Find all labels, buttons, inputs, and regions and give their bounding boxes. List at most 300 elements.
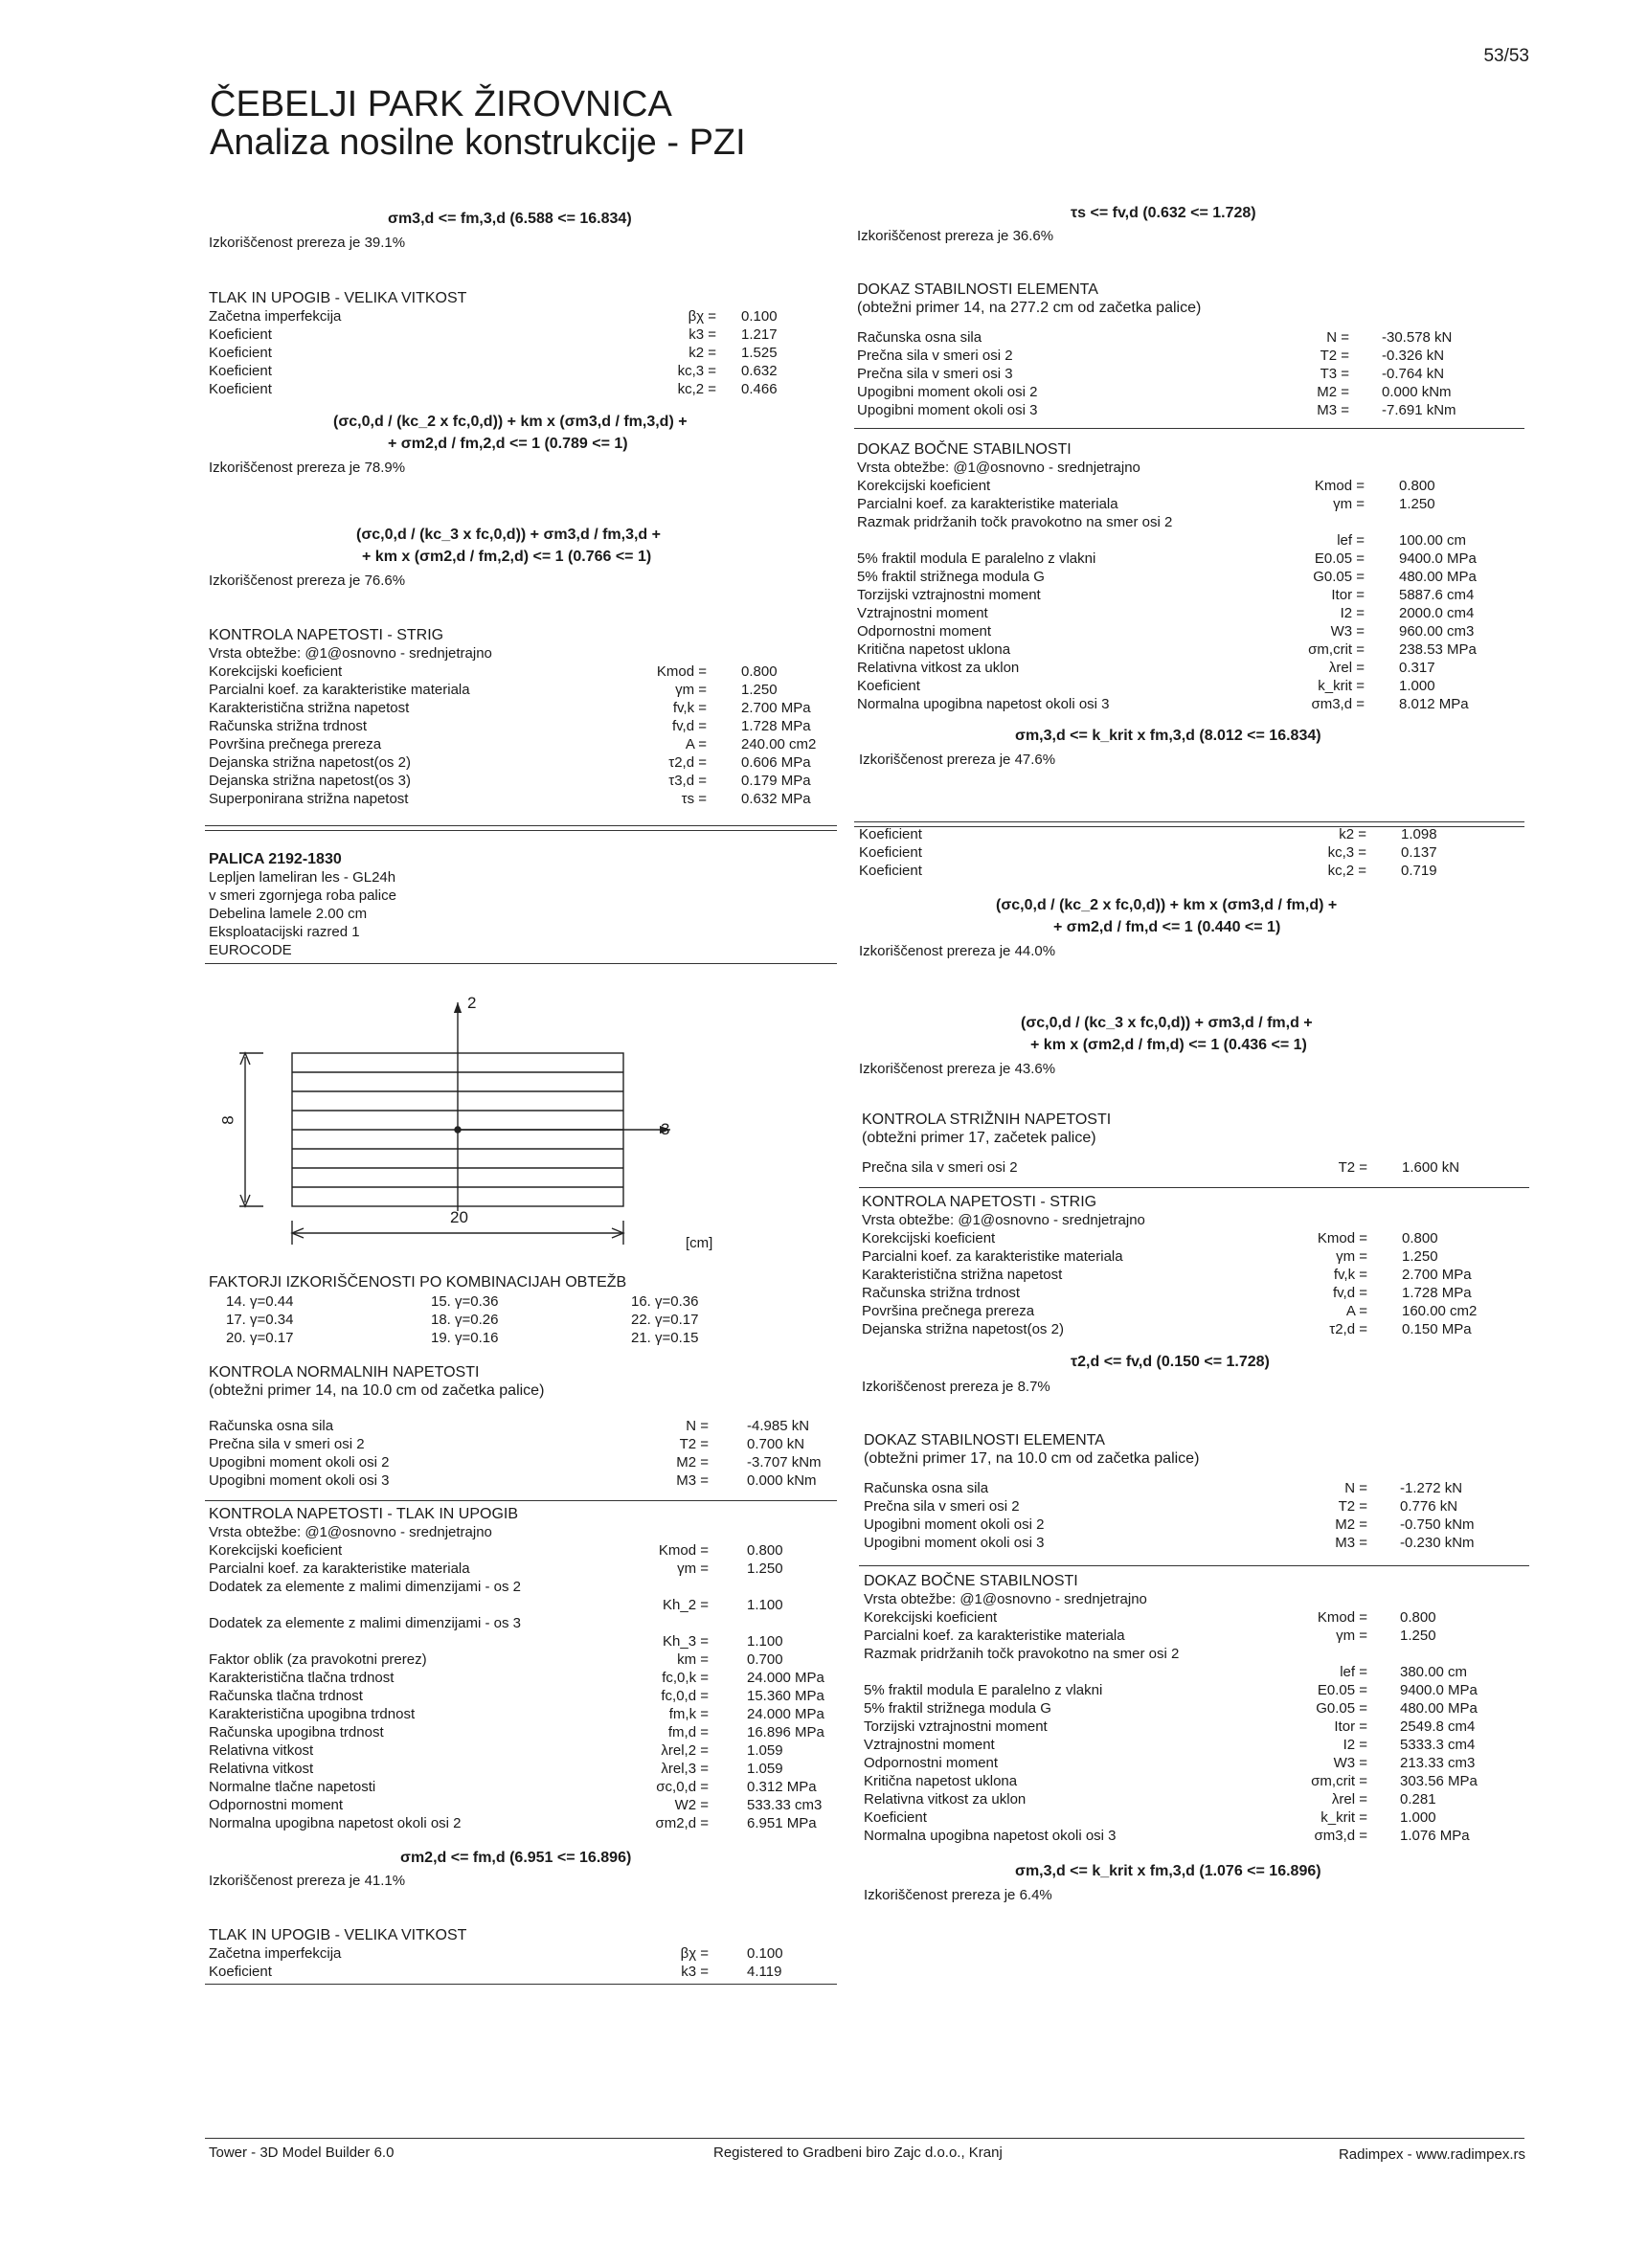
row-symbol: Itor = [1334, 1718, 1367, 1735]
row-label: Parcialni koef. za karakteristike materiala [862, 1248, 1123, 1265]
fakt-item: 14. γ=0.44 [226, 1293, 294, 1310]
divider [205, 1500, 837, 1501]
data-row [209, 735, 841, 753]
row-value: 16.896 MPa [747, 1724, 824, 1740]
row-label: Razmak pridržanih točk pravokotno na smer osi 2 [857, 514, 1173, 530]
row-label: Vrsta obtežbe: @1@osnovno - srednjetrajno [209, 1524, 492, 1540]
row-label: Korekcijski koeficient [209, 1542, 343, 1559]
unit-label: [cm] [686, 1235, 713, 1251]
row-symbol: G0.05 = [1316, 1700, 1367, 1717]
row-value: 238.53 MPa [1399, 641, 1477, 658]
row-value: -3.707 kNm [747, 1454, 822, 1471]
tlak2-rows [209, 1944, 860, 1981]
row-symbol: βχ = [680, 1945, 709, 1962]
row-label: Relativna vitkost [209, 1761, 314, 1777]
data-row [859, 843, 1529, 862]
row-label: Računska osna sila [209, 1418, 334, 1434]
row-symbol: σc,0,d = [656, 1779, 709, 1795]
row-symbol: M3 = [1335, 1535, 1367, 1551]
row-value: -0.750 kNm [1400, 1516, 1475, 1533]
strig-section-left [209, 626, 841, 808]
row-label: Relativna vitkost za uklon [857, 660, 1020, 676]
row-symbol: k2 = [1339, 826, 1366, 842]
dokaz2-rows [864, 1479, 1534, 1552]
row-symbol: W3 = [1333, 1755, 1367, 1771]
data-row [857, 459, 1527, 477]
divider [859, 1565, 1529, 1566]
utilization-text: Izkoriščenost prereza je 39.1% [209, 235, 406, 251]
data-row [857, 401, 1527, 419]
row-value: 1.600 kN [1402, 1159, 1460, 1176]
row-symbol: A = [685, 736, 707, 752]
data-row [857, 659, 1527, 677]
data-row [864, 1772, 1534, 1790]
tlak-upogib-section [209, 1505, 860, 1832]
row-label: Koeficient [864, 1809, 927, 1826]
tlak-rows [209, 307, 802, 398]
row-value: 9400.0 MPa [1400, 1682, 1478, 1698]
row-value: 24.000 MPa [747, 1670, 824, 1686]
dimension-width: 20 [450, 1208, 468, 1226]
row-symbol: fv,k = [672, 700, 707, 716]
row-label: Karakteristična strižna napetost [209, 700, 410, 716]
data-row [864, 1479, 1534, 1497]
row-value: 303.56 MPa [1400, 1773, 1478, 1789]
koef-rows [859, 825, 1529, 880]
row-value: 100.00 cm [1399, 532, 1467, 549]
row-value: 0.281 [1400, 1791, 1436, 1808]
data-row [857, 531, 1527, 550]
data-row [209, 1417, 860, 1435]
data-row [857, 550, 1527, 568]
data-row [209, 681, 841, 699]
row-value: 0.000 kNm [1382, 384, 1452, 400]
row-label: Koeficient [859, 826, 922, 842]
row-label: Površina prečnega prereza [862, 1303, 1035, 1319]
row-symbol: E0.05 = [1317, 1682, 1367, 1698]
data-row [209, 1741, 860, 1760]
row-symbol: G0.05 = [1313, 569, 1365, 585]
data-row [209, 1705, 860, 1723]
row-label: Računska upogibna trdnost [209, 1724, 384, 1740]
row-value: 0.606 MPa [741, 754, 811, 771]
data-row [857, 347, 1527, 365]
row-value: 5333.3 cm4 [1400, 1737, 1476, 1753]
fakt-item: 19. γ=0.16 [431, 1330, 499, 1346]
data-row [209, 1778, 860, 1796]
row-value: 0.317 [1399, 660, 1435, 676]
row-label: Normalna upogibna napetost okoli osi 3 [857, 696, 1110, 712]
formula-interaction-r4b: + km x (σm2,d / fm,d) <= 1 (0.436 <= 1) [1030, 1037, 1307, 1053]
data-row [857, 695, 1527, 713]
row-label: Upogibni moment okoli osi 3 [209, 1472, 390, 1489]
section-heading: TLAK IN UPOGIB - VELIKA VITKOST [209, 1927, 467, 1943]
row-symbol: fv,d = [672, 718, 707, 734]
row-value: 1.250 [1399, 496, 1435, 512]
row-value: 1.000 [1399, 678, 1435, 694]
data-row [864, 1808, 1534, 1827]
row-value: 2549.8 cm4 [1400, 1718, 1476, 1735]
data-row [209, 772, 841, 790]
data-row [857, 622, 1527, 640]
section-heading: DOKAZ STABILNOSTI ELEMENTA [857, 281, 1098, 298]
norm-rows [209, 1417, 860, 1490]
bocne2-rows [864, 1590, 1534, 1845]
section-subheading: (obtežni primer 17, začetek palice) [862, 1130, 1096, 1146]
row-symbol: σm,crit = [1311, 1773, 1367, 1789]
data-row [209, 1614, 860, 1632]
row-value: 2000.0 cm4 [1399, 605, 1475, 621]
formula-interaction-r4a: (σc,0,d / (kc_3 x fc,0,d)) + σm3,d / fm,d + [1021, 1015, 1313, 1031]
bocne-rows [857, 459, 1527, 713]
row-symbol: λrel = [1331, 1791, 1367, 1808]
data-row [209, 1435, 860, 1453]
fakt-grid [226, 1292, 724, 1350]
tlak-velika-vitkost-section [209, 289, 802, 398]
row-symbol: σm2,d = [655, 1815, 709, 1831]
strig-section-right [862, 1193, 1532, 1338]
row-label: Upogibni moment okoli osi 2 [857, 384, 1038, 400]
row-label: Korekcijski koeficient [862, 1230, 996, 1246]
data-row [857, 604, 1527, 622]
row-symbol: W3 = [1330, 623, 1365, 640]
palica-title: PALICA 2192-1830 [209, 851, 342, 867]
data-row [857, 328, 1527, 347]
row-value: 1.250 [1402, 1248, 1438, 1265]
section-heading: DOKAZ BOČNE STABILNOSTI [857, 441, 1072, 458]
row-symbol: Kmod = [658, 1542, 709, 1559]
formula-interaction-2a: (σc,0,d / (kc_2 x fc,0,d)) + km x (σm3,d / fm,3,d) + [333, 414, 688, 430]
row-symbol: k_krit = [1318, 678, 1365, 694]
bocne-stabilnosti-section-2 [864, 1572, 1534, 1845]
row-symbol: Kmod = [1317, 1230, 1367, 1246]
row-label: Upogibni moment okoli osi 3 [857, 402, 1038, 418]
row-label: Karakteristična strižna napetost [862, 1267, 1063, 1283]
dokaz-stabilnosti-section-2 [864, 1431, 1534, 1552]
row-symbol: km = [677, 1651, 709, 1668]
row-value: 1.000 [1400, 1809, 1436, 1826]
footer-vendor: Radimpex - www.radimpex.rs [1338, 2146, 1525, 2163]
row-symbol: βχ = [688, 308, 716, 325]
data-row [864, 1627, 1534, 1645]
row-label: Začetna imperfekcija [209, 1945, 342, 1962]
data-row [862, 1211, 1532, 1229]
footer-software: Tower - 3D Model Builder 6.0 [209, 2144, 395, 2161]
row-label: Koeficient [857, 678, 920, 694]
row-symbol: σm,crit = [1308, 641, 1365, 658]
data-row [859, 862, 1529, 880]
row-label: Prečna sila v smeri osi 3 [857, 366, 1013, 382]
data-row [209, 1814, 860, 1832]
row-label: Koeficient [209, 1964, 272, 1980]
row-value: 0.466 [741, 381, 778, 397]
data-row [209, 1632, 860, 1650]
data-row [864, 1736, 1534, 1754]
fakt-item: 20. γ=0.17 [226, 1330, 294, 1346]
row-value: 1.728 MPa [1402, 1285, 1472, 1301]
row-value: 0.800 [1402, 1230, 1438, 1246]
row-symbol: A = [1345, 1303, 1367, 1319]
row-label: Razmak pridržanih točk pravokotno na smer osi 2 [864, 1646, 1180, 1662]
row-symbol: M2 = [1335, 1516, 1367, 1533]
info-line: Debelina lamele 2.00 cm [209, 906, 368, 922]
row-label: Dodatek za elemente z malimi dimenzijami - os 2 [209, 1579, 521, 1595]
data-row [864, 1534, 1534, 1552]
row-label: Odpornostni moment [209, 1797, 344, 1813]
data-row [209, 362, 802, 380]
data-row [859, 825, 1529, 843]
row-label: Računska osna sila [864, 1480, 989, 1496]
data-row [857, 495, 1527, 513]
row-symbol: kc,2 = [1327, 863, 1366, 879]
formula-bending-check: σm3,d <= fm,3,d (6.588 <= 16.834) [388, 211, 632, 227]
divider [854, 428, 1524, 429]
utilization-text: Izkoriščenost prereza je 36.6% [857, 228, 1054, 244]
data-row [857, 586, 1527, 604]
row-value: 1.250 [741, 682, 778, 698]
section-subheading: (obtežni primer 14, na 10.0 cm od začetka palice) [209, 1382, 545, 1399]
data-row [862, 1320, 1532, 1338]
row-value: 160.00 cm2 [1402, 1303, 1478, 1319]
row-symbol: fm,k = [668, 1706, 709, 1722]
row-symbol: Kh_2 = [663, 1597, 709, 1613]
data-row [209, 1560, 860, 1578]
dimension-height: 8 [218, 1115, 237, 1125]
formula-interaction-3b: + km x (σm2,d / fm,2,d) <= 1 (0.766 <= 1) [362, 549, 652, 565]
row-label: Računska tlačna trdnost [209, 1688, 363, 1704]
row-value: 533.33 cm3 [747, 1797, 823, 1813]
data-row [864, 1754, 1534, 1772]
row-symbol: σm3,d = [1311, 696, 1365, 712]
row-label: Relativna vitkost [209, 1742, 314, 1759]
row-label: Koeficient [209, 326, 272, 343]
fakt-item: 21. γ=0.15 [631, 1330, 699, 1346]
row-label: Torzijski vztrajnostni moment [864, 1718, 1048, 1735]
tu-rows [209, 1523, 860, 1832]
row-value: -0.764 kN [1382, 366, 1445, 382]
data-row [209, 1687, 860, 1705]
footer-registration: Registered to Gradbeni biro Zajc d.o.o., Kranj [713, 2144, 1003, 2161]
data-row [209, 662, 841, 681]
row-value: 0.700 [747, 1651, 783, 1668]
row-value: 1.059 [747, 1742, 783, 1759]
row-label: Koeficient [209, 381, 272, 397]
data-row [857, 365, 1527, 383]
palica-info [209, 850, 592, 959]
formula-interaction-2b: + σm2,d / fm,2,d <= 1 (0.789 <= 1) [388, 436, 628, 452]
data-row [857, 383, 1527, 401]
utilization-text: Izkoriščenost prereza je 76.6% [209, 573, 406, 589]
row-value: 5887.6 cm4 [1399, 587, 1475, 603]
row-label: Koeficient [209, 363, 272, 379]
row-symbol: Kh_3 = [663, 1633, 709, 1650]
data-row [209, 1578, 860, 1596]
row-label: Normalne tlačne napetosti [209, 1779, 376, 1795]
data-row [209, 1944, 860, 1963]
row-label: Parcialni koef. za karakteristike materiala [209, 682, 470, 698]
row-value: 6.951 MPa [747, 1815, 817, 1831]
row-symbol: τs = [681, 791, 707, 807]
row-label: Kritična napetost uklona [857, 641, 1011, 658]
row-value: 1.098 [1401, 826, 1437, 842]
row-value: 1.100 [747, 1597, 783, 1613]
row-label: Vrsta obtežbe: @1@osnovno - srednjetrajno [864, 1591, 1147, 1607]
row-value: 15.360 MPa [747, 1688, 824, 1704]
row-symbol: W2 = [674, 1797, 709, 1813]
row-label: Računska osna sila [857, 329, 982, 346]
data-row [209, 1963, 860, 1981]
row-label: Upogibni moment okoli osi 3 [864, 1535, 1045, 1551]
data-row [209, 1669, 860, 1687]
row-label: Relativna vitkost za uklon [864, 1791, 1027, 1808]
row-symbol: kc,3 = [1327, 844, 1366, 861]
row-value: 0.632 MPa [741, 791, 811, 807]
fakt-item: 17. γ=0.34 [226, 1312, 294, 1328]
utilization-text: Izkoriščenost prereza je 78.9% [209, 460, 406, 476]
utilization-text: Izkoriščenost prereza je 43.6% [859, 1061, 1056, 1077]
row-symbol: γm = [1333, 496, 1365, 512]
row-symbol: I2 = [1343, 1737, 1367, 1753]
data-row [209, 1796, 860, 1814]
tlak-velika-vitkost-section-2 [209, 1926, 860, 1981]
row-symbol: M3 = [1317, 402, 1349, 418]
data-row [209, 1471, 860, 1490]
row-label: Vrsta obtežbe: @1@osnovno - srednjetrajno [862, 1212, 1145, 1228]
row-symbol: T2 = [679, 1436, 709, 1452]
row-value: 0.100 [747, 1945, 783, 1962]
row-value: 0.800 [1399, 478, 1435, 494]
row-symbol: T2 = [1320, 348, 1349, 364]
row-label: Koeficient [209, 345, 272, 361]
strig-rows-right [862, 1211, 1532, 1338]
data-row [209, 344, 802, 362]
section-heading: KONTROLA STRIŽNIH NAPETOSTI [862, 1112, 1112, 1128]
row-label: Korekcijski koeficient [209, 663, 343, 680]
row-symbol: k3 = [688, 326, 716, 343]
row-label: Kritična napetost uklona [864, 1773, 1018, 1789]
data-row [857, 513, 1527, 531]
row-label: 5% fraktil modula E paralelno z vlakni [857, 550, 1096, 567]
formula-interaction-r3b: + σm2,d / fm,d <= 1 (0.440 <= 1) [1053, 919, 1281, 935]
row-label: 5% fraktil strižnega modula G [857, 569, 1045, 585]
row-value: -0.326 kN [1382, 348, 1445, 364]
row-symbol: γm = [675, 682, 707, 698]
row-symbol: γm = [1336, 1248, 1367, 1265]
row-value: 1.728 MPa [741, 718, 811, 734]
row-label: Karakteristična tlačna trdnost [209, 1670, 395, 1686]
divider [205, 825, 837, 826]
row-label: Karakteristična upogibna trdnost [209, 1706, 416, 1722]
row-value: 480.00 MPa [1400, 1700, 1478, 1717]
row-symbol: lef = [1337, 532, 1365, 549]
divider [205, 963, 837, 964]
data-row [864, 1827, 1534, 1845]
row-symbol: γm = [1336, 1628, 1367, 1644]
section-subheading: (obtežni primer 17, na 10.0 cm od začetka palice) [864, 1450, 1200, 1467]
koeficient-block [859, 825, 1529, 880]
row-symbol: λrel = [1328, 660, 1365, 676]
data-row [857, 677, 1527, 695]
row-value: 0.800 [741, 663, 778, 680]
row-value: 0.719 [1401, 863, 1437, 879]
row-value: 213.33 cm3 [1400, 1755, 1476, 1771]
row-symbol: λrel,3 = [661, 1761, 709, 1777]
row-symbol: fm,d = [667, 1724, 709, 1740]
divider [859, 1187, 1529, 1188]
row-symbol: M2 = [676, 1454, 709, 1471]
row-label: Začetna imperfekcija [209, 308, 342, 325]
row-value: 1.100 [747, 1633, 783, 1650]
row-label: Koeficient [859, 844, 922, 861]
row-symbol: kc,3 = [677, 363, 716, 379]
section-subheading: (obtežni primer 14, na 277.2 cm od začetka palice) [857, 300, 1202, 316]
info-line: Eksploatacijski razred 1 [209, 924, 360, 940]
row-label: Prečna sila v smeri osi 2 [209, 1436, 365, 1452]
divider [205, 830, 837, 831]
row-symbol: N = [1326, 329, 1349, 346]
row-label: Dejanska strižna napetost(os 3) [209, 773, 411, 789]
row-symbol: N = [1344, 1480, 1367, 1496]
data-row [864, 1699, 1534, 1718]
row-label: Parcialni koef. za karakteristike materiala [864, 1628, 1125, 1644]
utilization-text: Izkoriščenost prereza je 8.7% [862, 1379, 1050, 1395]
row-label: Odpornostni moment [857, 623, 992, 640]
row-value: 1.059 [747, 1761, 783, 1777]
row-symbol: τ2,d = [668, 754, 707, 771]
row-value: 8.012 MPa [1399, 696, 1469, 712]
data-row [209, 1523, 860, 1541]
row-label: 5% fraktil strižnega modula G [864, 1700, 1051, 1717]
row-label: Prečna sila v smeri osi 2 [857, 348, 1013, 364]
row-label: Upogibni moment okoli osi 2 [864, 1516, 1045, 1533]
row-value: 480.00 MPa [1399, 569, 1477, 585]
section-heading: TLAK IN UPOGIB - VELIKA VITKOST [209, 290, 467, 306]
fakt-heading: FAKTORJI IZKORIŠČENOSTI PO KOMBINACIJAH OBTEŽB [209, 1274, 627, 1291]
row-value: 380.00 cm [1400, 1664, 1468, 1680]
row-symbol: τ2,d = [1329, 1321, 1367, 1337]
row-symbol: k2 = [688, 345, 716, 361]
fakt-item: 22. γ=0.17 [631, 1312, 699, 1328]
fakt-item: 18. γ=0.26 [431, 1312, 499, 1328]
data-row [864, 1516, 1534, 1534]
row-value: 9400.0 MPa [1399, 550, 1477, 567]
row-label: Vrsta obtežbe: @1@osnovno - srednjetrajno [209, 645, 492, 662]
formula-lateral-check-2: σm,3,d <= k_krit x fm,3,d (1.076 <= 16.896) [1015, 1863, 1321, 1879]
row-value: 0.776 kN [1400, 1498, 1458, 1515]
data-row [209, 1760, 860, 1778]
row-label: Računska strižna trdnost [862, 1285, 1021, 1301]
data-row [862, 1229, 1532, 1247]
section-heading: KONTROLA NAPETOSTI - STRIG [862, 1194, 1097, 1210]
row-value: 0.800 [1400, 1609, 1436, 1626]
row-label: Vrsta obtežbe: @1@osnovno - srednjetrajno [857, 460, 1140, 476]
row-value: 0.137 [1401, 844, 1437, 861]
formula-bending-check-2: σm2,d <= fm,d (6.951 <= 16.896) [400, 1850, 632, 1866]
row-label: Parcialni koef. za karakteristike materiala [209, 1561, 470, 1577]
row-label: Koeficient [859, 863, 922, 879]
row-symbol: fc,0,d = [661, 1688, 709, 1704]
row-value: 1.525 [741, 345, 778, 361]
dokaz-stabilnosti-section [857, 281, 1527, 419]
row-value: 0.100 [741, 308, 778, 325]
section-heading: DOKAZ STABILNOSTI ELEMENTA [864, 1432, 1105, 1448]
row-value: -30.578 kN [1382, 329, 1453, 346]
row-value: 960.00 cm3 [1399, 623, 1475, 640]
row-label: Korekcijski koeficient [857, 478, 991, 494]
row-symbol: λrel,2 = [661, 1742, 709, 1759]
row-symbol: Kmod = [1317, 1609, 1367, 1626]
fakt-item: 15. γ=0.36 [431, 1293, 499, 1310]
